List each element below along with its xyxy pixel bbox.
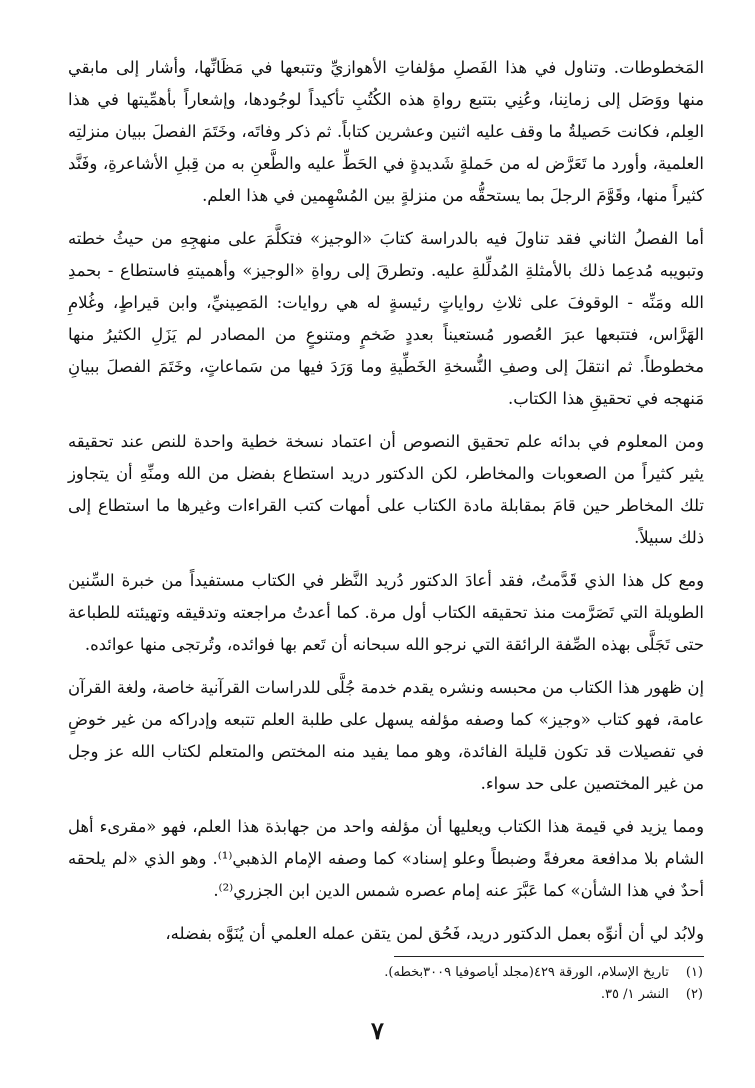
page-number: ٧	[371, 1016, 384, 1045]
footnote-number: (١)	[685, 965, 703, 980]
footnote-text: تاريخ الإسلام، الورقة ٤٢٩(مجلد أياصوفيا ٣٠٠٩بخطه).	[384, 965, 669, 980]
footnotes	[63, 962, 703, 1006]
paragraph-5: إن ظهور هذا الكتاب من محبسه ونشره يقدم خدمة جُلَّى للدراسات القرآنية خاصة، ولغة القرآن عامة، فهو كتاب «وجيز» كما وصفه مؤلفه يسهل على طلبة العلم تتبعه وإدراكه من غير خوضٍ في تفصيلات قد تكون قليلة الفائدة، وهو مما يفيد منه المختص والمتعلم لكتاب الله عز وجل من غير المختصين على حد سواء.	[68, 678, 704, 793]
footnote-divider	[394, 956, 704, 957]
paragraph-3: ومن المعلوم في بدائه علم تحقيق النصوص أن اعتماد نسخة خطية واحدة للنص عند تحقيقه يثير كثيراً من الصعوبات والمخاطر، لكن الدكتور دريد استطاع بفضل من الله ومنِّهِ أن يتجاوز تلك المخاطر حين قامَ بمقابلة مادة الكتاب على أمهات كتب القراءات وغيرها ما استطاع إلى ذلك سبيلاً.	[68, 432, 704, 547]
footnote-1	[63, 962, 703, 984]
footnote-number: (٢)	[685, 987, 703, 1002]
footnote-2	[63, 984, 703, 1006]
paragraph-7: ولابُد لي أن أنوِّه بعمل الدكتور دريد، فَحُق لمن يتقن عمله العلمي أن يُنَوَّه بفضله،	[165, 924, 704, 943]
paragraph-2: أما الفصلُ الثاني فقد تناولَ فيه بالدراسة كتابَ «الوجيز» فتكلَّمَ على منهجِهِ من حيثُ خطته وتبويبه مُدعِما ذلك بالأمثلةِ المُدلِّلةِ عليه. وتطرقَ إلى رواةِ «الوجيز» وأهميتهِ فاستطاع - بحمدِ الله ومَنِّه - الوقوفَ على ثلاثِ رواياتٍ رئيسةٍ له هي روايات: المَصِينيِّ، وابن قيراطٍ، وغُلامِ الهَرَّاس، فتتبعها عبرَ العُصور مُستعيناً بعددٍ ضَخمٍ ومتنوعٍ من المصادر لم يَزَلِ الكثيرُ منها مخطوطاً. ثم انتقلَ إلى وصفِ النُّسخةِ الخَطِّيةِ وما وَرَدَ فيها من سَماعاتٍ، وخَتَمَ الفصلَ ببيانِ مَنهجه في تحقيقِ هذا الكتاب.	[68, 229, 704, 408]
paragraph-1: المَخطوطات. وتناول في هذا الفَصلِ مؤلفاتِ الأهوازيِّ وتتبعها في مَظَانِّها، وأشار إلى مابقي منها ووَصَل إلى زمانِنا، وعُنِي بتتبع رواةِ هذه الكُتُبِ تأكيداً لوجُودها، وإشعاراً بأهمِّيتها في هذا العِلم، فكانت حَصيلةُ ما وقف عليه اثنين وعشرين كتاباً. ثم ذكر وفاتَه، وخَتَمَ الفصلَ ببيان منزلتِه العلمية، وأورد ما تَعَرَّض له من حَملةٍ شَديدةٍ في الحَطِّ عليه والطَّعنِ به من قِبلِ الأشاعرةِ، وفَنَّد كثيراً منها، وقَوَّمَ الرجلَ بما يستحقُّه من منزلةٍ بين المُسْهِمين في هذا العلم.	[68, 58, 704, 205]
paragraph-4: ومع كل هذا الذي قَدَّمتُ، فقد أعادَ الدكتور دُريد النَّظر في الكتاب مستفيداً من خبرة السِّنين الطويلة التي تَصَرَّمت منذ تحقيقه الكتاب أول مرة. كما أعدتُ مراجعته وتدقيقه وتهيئته للطباعة حتى تَجَلَّى بهذه الصِّفة الرائقة التي نرجو الله سبحانه أن تَعم بها فوائده، وتُرتجى منها عوائده.	[68, 571, 704, 654]
footnote-text: النشر ١/ ٣٥.	[600, 987, 669, 1002]
main-text	[68, 52, 704, 961]
paragraph-6: ومما يزيد في قيمة هذا الكتاب ويعليها أن مؤلفه واحد من جهابذة هذا العلم، فهو «مقرىء أهل الشام بلا مدافعة معرفةً وضبطاً وعلو إسناد» كما وصفه الإمام الذهبي⁽¹⁾. وهو الذي «لم يلحقه أحدٌ في هذا الشأن» كما عَبَّرَ عنه إمام عصره شمس الدين ابن الجزري⁽²⁾.	[68, 817, 704, 900]
